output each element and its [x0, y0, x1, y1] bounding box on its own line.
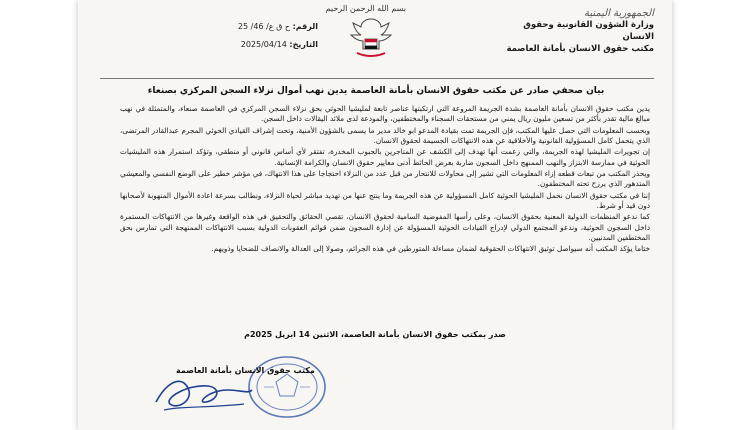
body-paragraph: إننا في مكتب حقوق الانسان نحمل المليشيا الحوثية كامل المسؤولية عن هذه الجريمة وما ينتج عنها من تهديد مباشر لحياة النزلاء، ونطالب بسرعة اعادة الأموال المنهوبة لأصحابها دون قيد أو شرط. — [120, 190, 650, 211]
document-page — [78, 0, 672, 430]
date-label: التاريخ: — [289, 40, 318, 49]
body-paragraph: يدين مكتب حقوق الانسان بأمانة العاصمة بشدة الجريمة المروعة التي ارتكبتها عناصر تابعة لمليشيا الحوثي بحق نزلاء السجن المركزي في العاصمة صنعاء، والمتمثلة في نهب مبالغ مالية تقدر بأكثر من تسعين مليون ريال يمني من مستحقات السجناء والمختطفين، والمودعة لدى ملائد اليقالات داخل السجن. — [120, 104, 650, 124]
emblem — [325, 4, 406, 62]
body-paragraph: ختاما يؤكد المكتب أنه سيواصل توثيق الانتهاكات الحقوقية لضمان مساءلة المتورطين في هذه الجرائم، وصولا إلى العدالة والانصاف للضحايا وذويهم. — [211, 244, 650, 254]
document-title: بيان صحفي صادر عن مكتب حقوق الانسان بأمانة العاصمة يدين نهب أموال نزلاء السجن المركزي بصنعاء — [147, 86, 605, 96]
header-divider — [100, 78, 654, 79]
body-paragraph: وبحسب المعلومات التي حصل عليها المكتب، فإن الجريمة تمت بقيادة المدعو ابو خالد مدير ما يسمى بالشؤون الأمنية، وتحت إشراف القيادي الحوثي المجرم عبدالقادر المرتضى، الذي يتحمل كامل المسؤولية القانونية والأخلاقية عن هذه الانتهاكات الجسيمة لحقوق الانسان. — [120, 125, 650, 146]
body-paragraph: ويحذر المكتب من تبعات قطعه إزاء المعلومات التي تشير إلى محاولات للانتحار من قبل عدد من النزلاء احتجاجا على هذا الانتهاك، في مؤشر خطير على الوضع النفسي والمعيشي المتدهور الذي يرزح تحته المختطفون. — [120, 169, 650, 189]
issue-dateline: صدر بمكتب حقوق الانسان بأمانة العاصمة، الاثنين 14 ابريل 2025م — [244, 330, 506, 339]
ministry-name: وزارة الشؤون القانونية وحقوق الانسان — [523, 20, 654, 42]
date-value: 2025/04/14 — [240, 40, 287, 49]
letterhead-ministry — [504, 8, 654, 55]
body-paragraph: كما ندعو المنظمات الدولية المعنية بحقوق الانسان، وعلى رأسها المفوضية السامية لحقوق الانسان، تقصي الحقائق والتحقيق في هذه الواقعة وغيرها من الانتهاكات المستمرة داخل السجون الحوثية، وندعو المجتمع الدولي لإدراج القيادات الحوثية المسؤولة عن إدارة السجون ضمن قوائم العقوبات الدولية بسبب الانتهاكات الممنهجة التي تمارس بحق المختطفين المدنيين. — [120, 212, 650, 243]
eagle-emblem-icon — [343, 13, 399, 59]
letterhead-country: الجمهورية اليمنية — [583, 8, 654, 19]
reference-block — [188, 18, 318, 54]
signatory-name: مكتب حقوق الانسان بأمانة العاصمة — [176, 366, 315, 375]
reference-label: الرقم: — [292, 22, 318, 31]
document-body — [120, 104, 650, 256]
reference-number — [188, 18, 318, 36]
reference-value: ح ق ع/ 46/ 25 — [237, 22, 291, 31]
document-date — [188, 36, 318, 54]
emblem-caption: بسم الله الرحمن الرحيم — [325, 4, 406, 13]
office-name: مكتب حقوق الانسان بأمانة العاصمة — [506, 44, 654, 54]
body-paragraph: إن تجويرات المليشيا لهذه الجريمة، والتي زعمت أنها تهدف إلى الكشف عن المتاجرين بالحبوب المخدرة، تفتقر لأي أساس قانوني أو منطقي، وتؤكد استمرار هذه المليشيات الحوثية في ممارسة الابتزاز والنهب الممنهج داخل السجون ضاربة بعرض الحائط أدنى معايير حقوق الانسان والكرامة الإنسانية. — [120, 147, 650, 167]
signature-block — [148, 352, 388, 422]
